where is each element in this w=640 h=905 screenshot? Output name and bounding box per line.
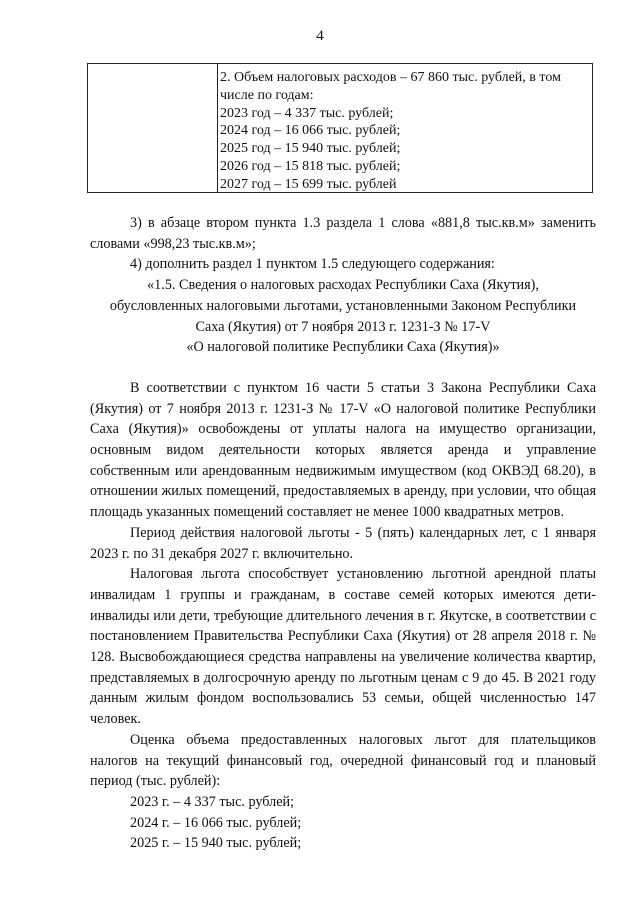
tax-expense-table xyxy=(87,63,593,193)
section-title-line: «1.5. Сведения о налоговых расходах Республики Саха (Якутия), xyxy=(147,277,539,294)
estimate-list-item: 2025 г. – 15 940 тыс. рублей; xyxy=(130,835,302,852)
table-line: 2026 год – 15 818 тыс. рублей; xyxy=(220,158,401,174)
paragraph-item-4: 4) дополнить раздел 1 пунктом 1.5 следующего содержания: xyxy=(130,256,495,273)
table-right-cell xyxy=(218,64,592,192)
section-title-line: «О налоговой политике Республики Саха (Якутия)» xyxy=(186,339,500,356)
paragraph-law-reference: В соответствии с пунктом 16 части 5 статьи 3 Закона Республики Саха (Якутия) от 7 ноября 2013 г. 1231-З № 17-V «О налоговой политике Республики Саха (Якутия)» освобождены от уплаты налога на имущество организации, основным видом деятельности которых является аренда и управление собственным или арендованным недвижимым имуществом (код ОКВЭД 68.20), в отношении жилых помещений, предоставляемых в аренду, при условии, что общая площадь указанных помещений составляет не менее 1000 квадратных метров. xyxy=(90,379,596,521)
paragraph-period: Период действия налоговой льготы - 5 (пять) календарных лет, с 1 января 2023 г. по 31 декабря 2027 г. включительно. xyxy=(90,524,596,562)
table-line: 2025 год – 15 940 тыс. рублей; xyxy=(220,141,401,157)
table-line: 2027 год – 15 699 тыс. рублей xyxy=(220,176,397,192)
table-line: числе по годам: xyxy=(220,87,314,103)
document-body xyxy=(90,213,596,854)
section-title-line: Саха (Якутия) от 7 ноября 2013 г. 1231-З № 17-V xyxy=(195,318,491,335)
section-title-line: обусловленных налоговыми льготами, установленными Законом Республики xyxy=(109,297,577,314)
paragraph-estimate: Оценка объема предоставленных налоговых льгот для плательщиков налогов на текущий финансовый год, очередной финансовый год и плановый период (тыс. рублей): xyxy=(90,731,596,790)
table-line: 2024 год – 16 066 тыс. рублей; xyxy=(220,123,401,139)
page-number: 4 xyxy=(316,28,324,44)
table-line: 2023 год – 4 337 тыс. рублей; xyxy=(220,105,394,121)
paragraph-benefit: Налоговая льгота способствует установлению льготной арендной платы инвалидам 1 группы и гражданам, в составе семей которых имеются дети-инвалиды или дети, требующие длительного лечения в г. Якутске, в соответствии с постановлением Правительства Республики Саха (Якутия) от 28 апреля 2018 г. № 128. Высвобождающиеся средства направлены на увеличение количества квартир, представляемых в долгосрочную аренду по льготным ценам с 9 до 45. В 2021 году данным жилым фондом воспользовались 53 семьи, общей численностью 147 человек. xyxy=(90,566,596,728)
estimate-list-item: 2023 г. – 4 337 тыс. рублей; xyxy=(130,793,295,810)
table-left-cell xyxy=(88,64,218,192)
spacer xyxy=(90,358,596,378)
paragraph-item-3: 3) в абзаце втором пункта 1.3 раздела 1 слова «881,8 тыс.кв.м» заменить словами «998,23 тыс.кв.м»; xyxy=(90,215,596,252)
table-line: 2. Объем налоговых расходов – 67 860 тыс. рублей, в том xyxy=(220,70,561,85)
estimate-list-item: 2024 г. – 16 066 тыс. рублей; xyxy=(130,814,302,831)
